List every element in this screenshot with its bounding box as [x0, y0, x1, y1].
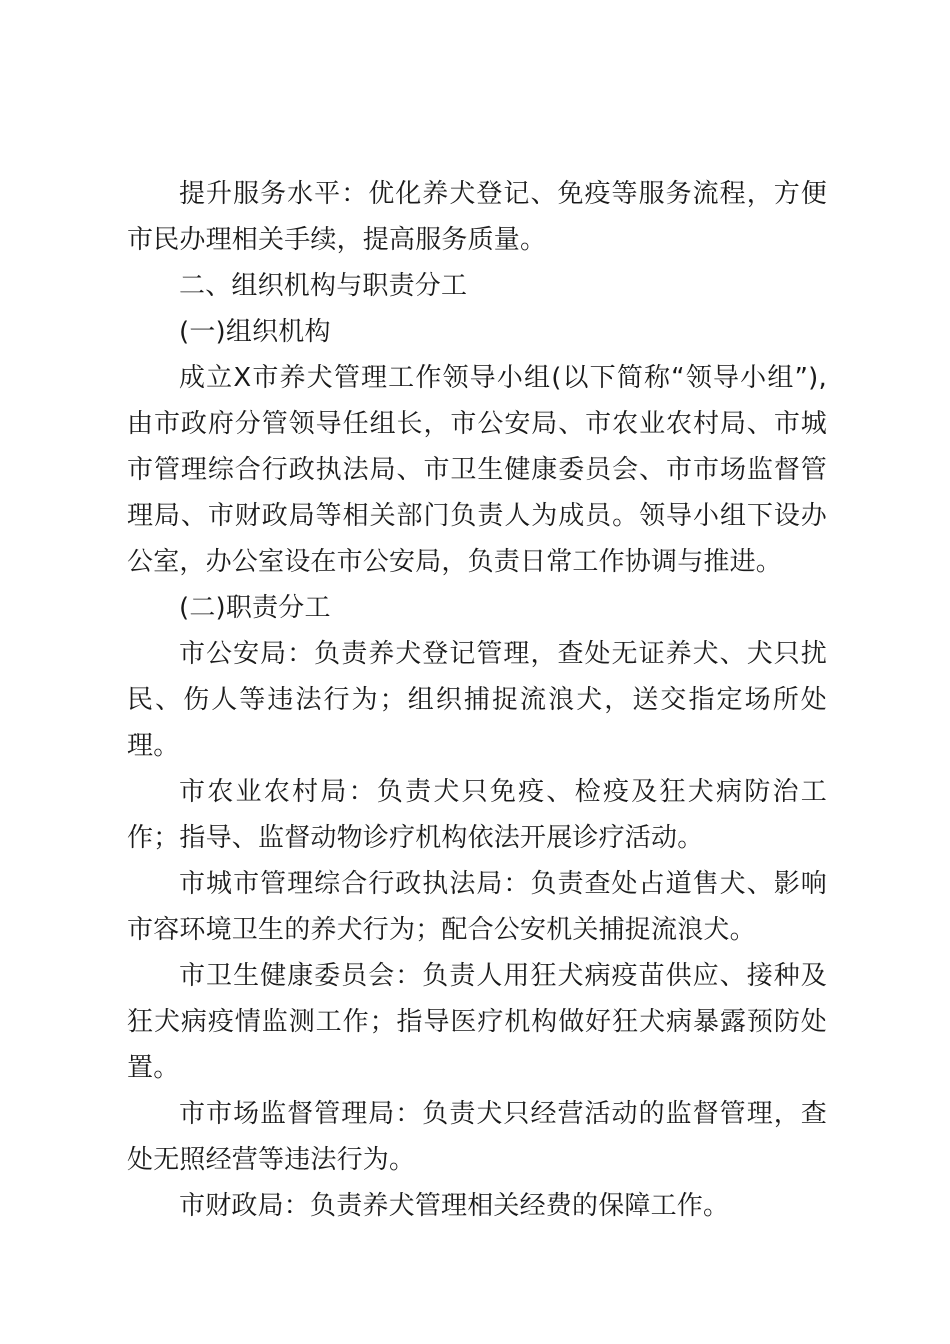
document-body [127, 171, 827, 1229]
paragraph-agriculture: 市农业农村局：负责犬只免疫、检疫及狂犬病防治工作；指导、监督动物诊疗机构依法开展诊疗活动。 [127, 777, 827, 853]
subheading-organization: (一)组织机构 [179, 317, 331, 347]
paragraph-market-supervision: 市市场监督管理局：负责犬只经营活动的监督管理，查处无照经营等违法行为。 [127, 1099, 827, 1175]
paragraph-health-commission: 市卫生健康委员会：负责人用狂犬病疫苗供应、接种及狂犬病疫情监测工作；指导医疗机构做好狂犬病暴露预防处置。 [127, 961, 827, 1083]
paragraph-public-security: 市公安局：负责养犬登记管理，查处无证养犬、犬只扰民、伤人等违法行为；组织捕捉流浪犬，送交指定场所处理。 [127, 639, 827, 761]
paragraph-finance: 市财政局：负责养犬管理相关经费的保障工作。 [179, 1191, 730, 1221]
paragraph-leading-group: 成立X市养犬管理工作领导小组(以下简称“领导小组”),由市政府分管领导任组长，市公安局、市农业农村局、市城市管理综合行政执法局、市卫生健康委员会、市市场监督管理局、市财政局等相关部门负责人为成员。领导小组下设办公室，办公室设在市公安局，负责日常工作协调与推进。 [127, 363, 827, 577]
section-heading-organization: 二、组织机构与职责分工 [179, 271, 468, 301]
subheading-duties: (二)职责分工 [179, 593, 331, 623]
paragraph-urban-management: 市城市管理综合行政执法局：负责查处占道售犬、影响市容环境卫生的养犬行为；配合公安机关捕捉流浪犬。 [127, 869, 827, 945]
paragraph-service-level: 提升服务水平：优化养犬登记、免疫等服务流程，方便市民办理相关手续，提高服务质量。 [127, 179, 827, 255]
